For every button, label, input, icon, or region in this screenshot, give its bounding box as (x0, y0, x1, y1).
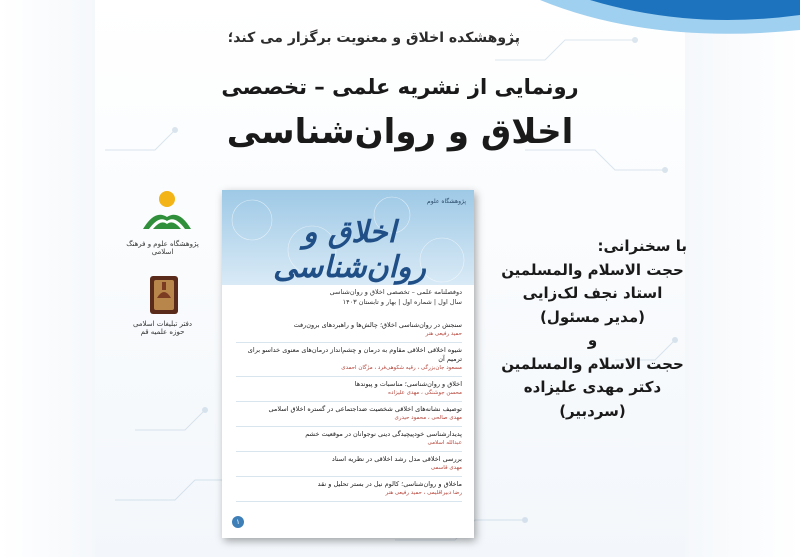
office-logo (130, 270, 195, 345)
toc-item (236, 427, 462, 452)
toc-title: اخلاق و روان‌شناسی؛ مناسبات و پیوندها (354, 380, 462, 388)
speaker-line: و (587, 331, 598, 349)
office-logo-caption: دفتر تبلیغات اسلامی حوزه علمیه قم (132, 320, 193, 336)
toc-author: مهدی صالحی ، محمود حیدری (394, 415, 462, 421)
institute-logo-caption: پژوهشگاه علوم و فرهنگ اسلامی (126, 240, 199, 256)
cover-table-of-contents (236, 318, 462, 502)
speaker-line: دکتر مهدی علیزاده (523, 378, 662, 396)
toc-item (236, 402, 462, 427)
cover-publisher-label: پژوهشگاه علوم (427, 198, 466, 205)
speaker-line: حجت الاسلام والمسلمین (501, 354, 684, 373)
cover-journal-title: اخلاق و روان‌شناسی (273, 215, 426, 285)
speaker-line: (سردبیر) (559, 401, 626, 420)
speakers-heading: با سخنرانی: (597, 237, 687, 255)
toc-item (236, 452, 462, 477)
toc-author: حمید رفیعی هنر (425, 331, 462, 337)
sun-book-emblem-icon (125, 185, 200, 240)
organizer-subtitle: پژوهشکده اخلاق و معنویت برگزار می کند؛ (227, 30, 520, 46)
toc-title: ما‌خلاق و روان‌شناسی؛ کالوم نیل در بستر تحلیل و نقد (317, 480, 462, 488)
toc-author: مسعود جان‌بزرگی ، رقیه شکوهی‌فرد ، مژگان احمدی (341, 365, 462, 371)
cover-issue-badge: ۱ (232, 516, 244, 528)
speaker-line: استاد نجف لک‌زایی (522, 284, 663, 302)
toc-item (236, 377, 462, 402)
cover-journal-type: دوفصلنامه علمی – تخصصی اخلاق و روان‌شناسی (329, 288, 462, 296)
journal-name-title: اخلاق و روان‌شناسی (226, 112, 574, 152)
toc-author: مهدی قاسمی (430, 465, 462, 471)
toc-title: بررسی اخلاقی مدل رشد اخلاقی در نظریه اسناد (331, 455, 462, 463)
mosque-emblem-icon (130, 270, 195, 320)
cover-issue-info: سال اول | شماره اول | بهار و تابستان ۱۴۰۳ (342, 298, 462, 306)
toc-item (236, 343, 462, 377)
toc-item (236, 477, 462, 502)
toc-title: توصیف نشانه‌های اخلاقی شخصیت ضداجتماعی در گستره اخلاق اسلامی (268, 405, 462, 413)
journal-cover-image (222, 190, 474, 538)
institute-logo (125, 185, 200, 260)
toc-title: شیوه اخلاقی اخلاقی مقاوم به درمان و چشم‌انداز درمان‌های معنوی خداسو برای ترمیم آن (247, 346, 462, 363)
cover-header-band (222, 190, 474, 285)
launch-heading: رونمایی از نشریه علمی – تخصصی (221, 75, 579, 99)
speaker-line: (مدیر مسئول) (540, 307, 645, 326)
toc-item (236, 318, 462, 343)
left-margin-band (0, 0, 95, 557)
toc-title: پدیدارشناسی خودپیچیدگی دینی نوجوانان در موقعیت خشم (305, 430, 462, 438)
toc-author: رضا دبیراقلیمی ، حمید رفیعی هنر (385, 490, 462, 496)
blue-swoosh-decoration (500, 0, 800, 120)
speaker-line: حجت الاسلام والمسلمین (501, 260, 684, 279)
toc-title: سنجش در روان‌شناسی اخلاق؛ چالش‌ها و راهبردهای برون‌رفت (293, 321, 462, 329)
speakers-block (490, 235, 695, 423)
toc-author: عبدالله اسلامی (427, 440, 462, 446)
toc-author: محسن جوشنگی ، مهدی علیزاده (388, 390, 462, 396)
